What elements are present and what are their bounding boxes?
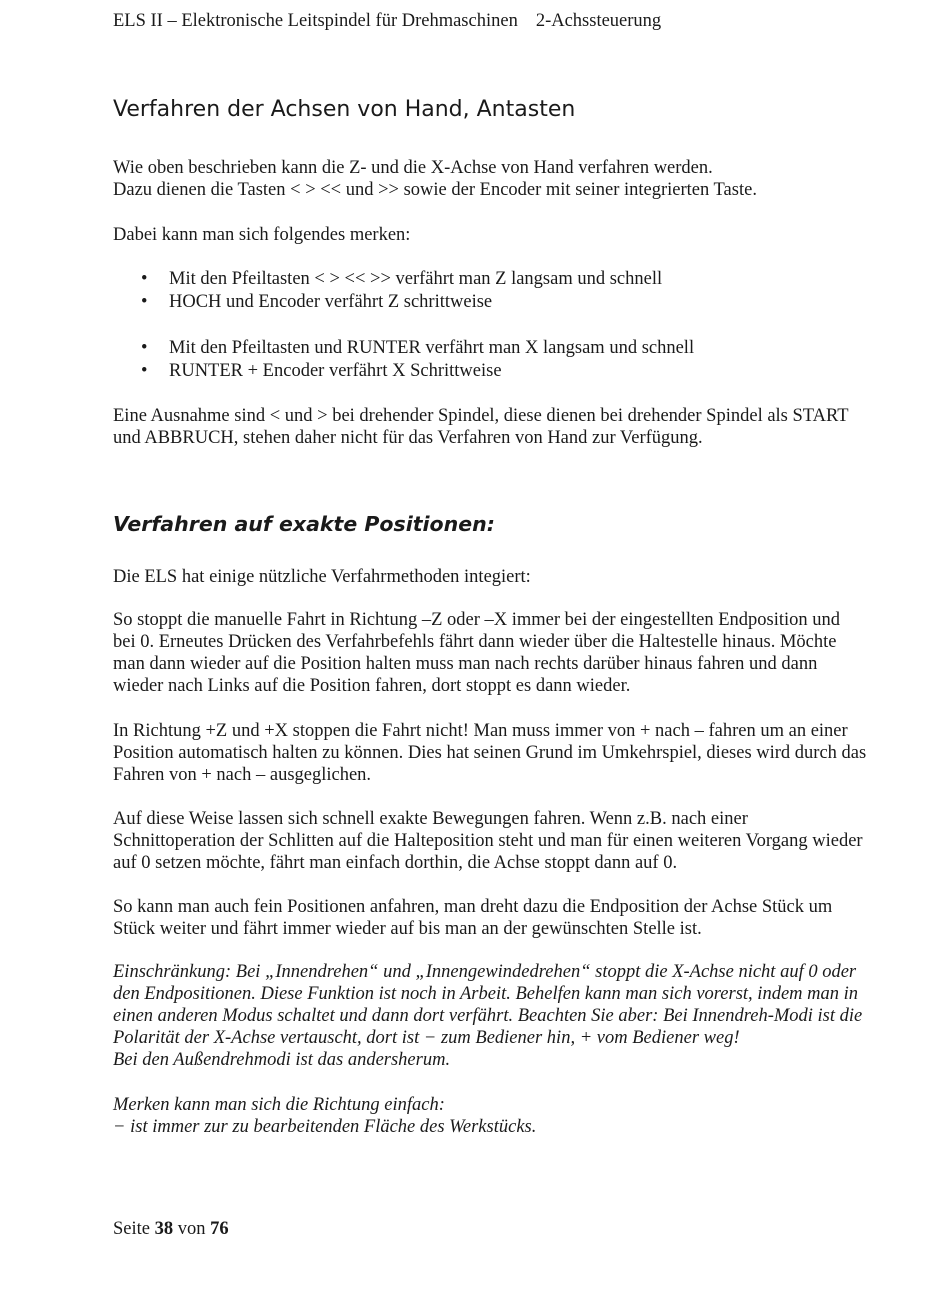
text-line: einen anderen Modus schaltet und dann dort verfährt. Beachten Sie aber: Bei Innendreh-Modi ist die [113, 1006, 863, 1026]
list-item: • RUNTER + Encoder verfährt X Schrittweise [141, 361, 502, 381]
bullet-icon: • [141, 292, 148, 312]
text-line: wieder nach Links auf die Position fahren, dort stoppt es dann wieder. [113, 676, 631, 696]
bullet-icon: • [141, 338, 148, 358]
footer-prefix: Seite [113, 1219, 150, 1239]
page-header [113, 11, 661, 32]
text-line: man dann wieder auf die Position halten muss man nach rechts darüber hinaus fahren und dann [113, 654, 818, 674]
text-line: Stück weiter und fährt immer wieder auf bis man an der gewünschten Stelle ist. [113, 919, 702, 939]
footer-middle: von [177, 1219, 206, 1239]
header-title: ELS II – Elektronische Leitspindel für Drehmaschinen [113, 11, 518, 31]
text-line: und ABBRUCH, stehen daher nicht für das Verfahren von Hand zur Verfügung. [113, 428, 703, 448]
page-number: 38 [154, 1219, 174, 1239]
note-direction-tip [113, 1094, 903, 1138]
bullet-list-x [113, 337, 903, 383]
text-line: Einschränkung: Bei „Innendrehen“ und „Innengewindedrehen“ stoppt die X-Achse nicht auf 0 oder [113, 962, 857, 982]
text-line: Fahren von + nach – ausgeglichen. [113, 765, 372, 785]
text-line: Schnittoperation der Schlitten auf die Halteposition steht und man für einen weiteren Vorgang wieder [113, 831, 863, 851]
list-item: • Mit den Pfeiltasten < > << >> verfährt man Z langsam und schnell [141, 269, 663, 289]
text-line: Bei den Außendrehmodi ist das andersherum. [113, 1050, 451, 1070]
text-line: Polarität der X-Achse vertauscht, dort ist − zum Bediener hin, + vom Bediener weg! [113, 1028, 740, 1048]
note-restriction [113, 961, 903, 1071]
bullet-list-z [113, 268, 903, 314]
text-line: Die ELS hat einige nützliche Verfahrmethoden integiert: [113, 567, 531, 587]
section-heading-manual: Verfahren der Achsen von Hand, Antasten [113, 97, 576, 122]
list-item: • HOCH und Encoder verfährt Z schrittweise [141, 292, 493, 312]
intro-paragraph [113, 157, 903, 201]
list-item: • Mit den Pfeiltasten und RUNTER verfährt man X langsam und schnell [141, 338, 695, 358]
text-line: Dazu dienen die Tasten < > << und >> sowie der Encoder mit seiner integrierten Taste. [113, 180, 757, 200]
merken-paragraph [113, 224, 903, 246]
page-footer [113, 1219, 229, 1240]
text-line: Position automatisch halten zu können. Dies hat seinen Grund im Umkehrspiel, dieses wird durch das [113, 743, 867, 763]
text-line: So stoppt die manuelle Fahrt in Richtung –Z oder –X immer bei der eingestellten Endposition und [113, 610, 841, 630]
text-line: Dabei kann man sich folgendes merken: [113, 225, 411, 245]
header-subtitle: 2-Achssteuerung [535, 11, 662, 31]
paragraph-fine-positions [113, 896, 903, 940]
paragraph-exact-moves [113, 808, 903, 874]
page-total: 76 [210, 1219, 229, 1239]
positions-intro [113, 566, 903, 588]
paragraph-stop-behavior [113, 609, 903, 697]
bullet-icon: • [141, 361, 148, 381]
text-line: den Endpositionen. Diese Funktion ist noch in Arbeit. Behelfen kann man sich vorerst, indem man in [113, 984, 859, 1004]
text-line: Auf diese Weise lassen sich schnell exakte Bewegungen fahren. Wenn z.B. nach einer [113, 809, 748, 829]
paragraph-plus-direction [113, 720, 903, 786]
text-line: − ist immer zur zu bearbeitenden Fläche des Werkstücks. [113, 1117, 537, 1137]
text-line: Wie oben beschrieben kann die Z- und die X-Achse von Hand verfahren werden. [113, 158, 713, 178]
section-heading-positions: Verfahren auf exakte Positionen: [113, 512, 495, 536]
bullet-icon: • [141, 269, 148, 289]
text-line: Merken kann man sich die Richtung einfach: [113, 1095, 445, 1115]
text-line: So kann man auch fein Positionen anfahren, man dreht dazu die Endposition der Achse Stück um [113, 897, 833, 917]
text-line: bei 0. Erneutes Drücken des Verfahrbefehls fährt dann wieder über die Haltestelle hinaus. Möchte [113, 632, 837, 652]
ausnahme-paragraph [113, 405, 903, 449]
text-line: In Richtung +Z und +X stoppen die Fahrt nicht! Man muss immer von + nach – fahren um an einer [113, 721, 848, 741]
text-line: auf 0 setzen möchte, fährt man einfach dorthin, die Achse stoppt dann auf 0. [113, 853, 678, 873]
text-line: Eine Ausnahme sind < und > bei drehender Spindel, diese dienen bei drehender Spindel als START [113, 406, 849, 426]
